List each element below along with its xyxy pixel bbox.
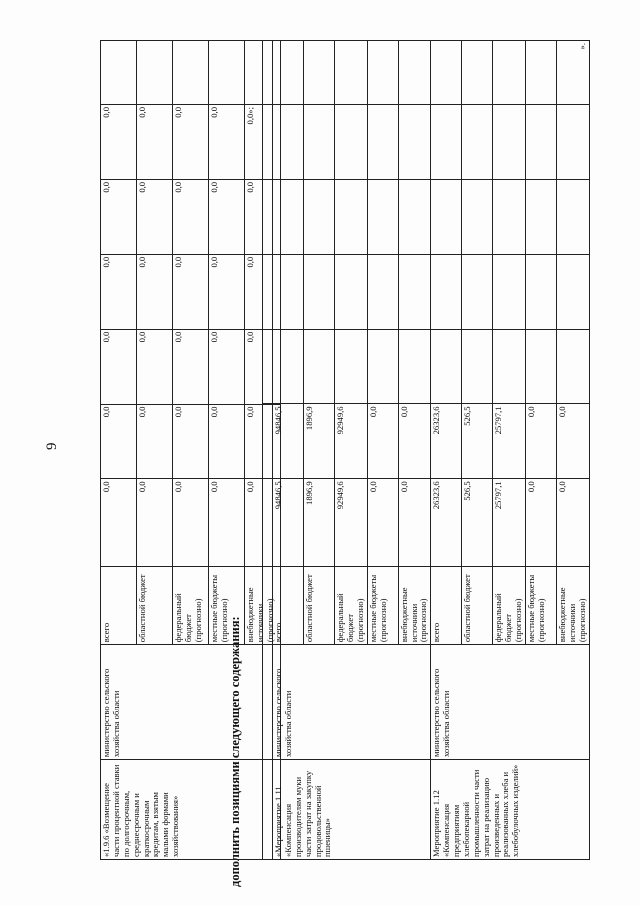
value-cell: 0,0	[173, 105, 209, 180]
funding-source-cell: федеральный бюджет (прогнозно)	[335, 567, 368, 645]
empty-cell	[367, 179, 398, 254]
value-cell: 26323,6	[431, 404, 462, 479]
empty-cell	[462, 254, 493, 329]
empty-cell	[431, 104, 462, 179]
measure-cell: «Мероприятие 1.11 «Компенсация производителям муки части затрат на закупку продовольственной пшеницы»	[273, 760, 431, 860]
empty-cell	[493, 104, 526, 179]
empty-cell	[263, 645, 273, 760]
value-cell: 0,0	[101, 254, 137, 329]
empty-cell	[273, 104, 304, 179]
value-cell: 526,5	[462, 479, 493, 567]
table-row	[101, 41, 137, 860]
value-cell: 0,0	[245, 329, 281, 404]
empty-cell	[367, 254, 398, 329]
empty-cell	[304, 254, 335, 329]
value-cell: 0,0	[209, 179, 245, 254]
empty-cell	[263, 567, 273, 645]
value-cell: 0,0	[209, 105, 245, 180]
empty-cell	[335, 104, 368, 179]
value-cell: 0,0	[137, 254, 173, 329]
value-cell: 526,5	[462, 404, 493, 479]
empty-cell	[493, 329, 526, 404]
empty-cell	[398, 104, 431, 179]
funding-source-cell: местные бюджеты (прогнозно)	[367, 567, 398, 645]
value-cell: 25797,1	[493, 404, 526, 479]
funding-source-cell: всего	[101, 567, 137, 645]
closing-quote-mark: ».	[556, 41, 589, 105]
empty-cell	[263, 41, 273, 105]
value-cell: 0,0	[137, 105, 173, 180]
value-cell: 0,0	[398, 404, 431, 479]
empty-cell	[335, 179, 368, 254]
value-cell: 1896,9	[304, 404, 335, 479]
value-cell: 0,0	[209, 329, 245, 404]
empty-cell	[273, 254, 304, 329]
empty-cell	[431, 179, 462, 254]
intro-text: дополнить позициями следующего содержания:	[228, 616, 242, 887]
empty-cell	[263, 179, 273, 254]
empty-cell	[462, 179, 493, 254]
value-cell: 0,0	[101, 479, 137, 567]
empty-cell	[367, 104, 398, 179]
value-cell: 0,0	[556, 479, 589, 567]
value-cell: 0,0	[209, 479, 245, 567]
value-cell: 0,0	[101, 329, 137, 404]
empty-cell	[525, 179, 556, 254]
empty-cell	[493, 254, 526, 329]
measure-cell: «1.9.6 «Возмещение части процентной ставки по долгосрочным, среднесрочным и краткосрочным кредитам, взятым малыми формами хозяйствования»	[101, 760, 281, 860]
empty-cell	[137, 41, 173, 105]
empty-cell	[263, 404, 273, 479]
value-cell: 0,0	[173, 179, 209, 254]
empty-cell	[556, 104, 589, 179]
funding-source-cell: областной бюджет	[137, 567, 173, 645]
value-cell: 0,0	[173, 329, 209, 404]
page-number: 9	[44, 442, 60, 450]
value-cell: 0,0	[209, 404, 245, 479]
empty-cell	[173, 41, 209, 105]
empty-cell	[304, 179, 335, 254]
empty-cell	[263, 760, 273, 860]
empty-cell	[525, 329, 556, 404]
empty-cell	[263, 479, 273, 567]
empty-cell	[304, 41, 335, 105]
empty-cell	[525, 104, 556, 179]
table-header-row	[263, 41, 273, 860]
agency-cell: министерство сельского хозяйства области	[431, 645, 589, 760]
empty-cell	[335, 329, 368, 404]
value-cell: 26323,6	[431, 479, 462, 567]
empty-cell	[263, 329, 273, 404]
empty-cell	[556, 329, 589, 404]
empty-cell	[431, 254, 462, 329]
empty-cell	[431, 41, 462, 105]
funding-source-cell: местные бюджеты (прогнозно)	[525, 567, 556, 645]
value-cell: 25797,1	[493, 479, 526, 567]
empty-cell	[273, 329, 304, 404]
value-cell: 0,0	[245, 179, 281, 254]
value-cell: 1896,9	[304, 479, 335, 567]
empty-cell	[367, 329, 398, 404]
funding-source-cell: областной бюджет	[462, 567, 493, 645]
value-cell: 0,0	[101, 105, 137, 180]
value-cell: 0,0	[173, 254, 209, 329]
empty-cell	[398, 41, 431, 105]
value-cell: 0,0	[245, 479, 281, 567]
empty-cell	[101, 41, 137, 105]
value-cell: 94846,5	[273, 404, 304, 479]
funding-source-cell: всего	[273, 567, 304, 645]
value-cell: 92949,6	[335, 404, 368, 479]
funding-source-cell: внебюджетные источники (прогнозно)	[398, 567, 431, 645]
agency-cell: министерство сельского хозяйства области	[273, 645, 431, 760]
funding-source-cell: внебюджетные источники (прогнозно)	[245, 567, 281, 645]
value-cell: 0,0	[173, 404, 209, 479]
value-cell: 0,0»;	[245, 105, 281, 180]
empty-cell	[398, 254, 431, 329]
value-cell: 94846,5	[273, 479, 304, 567]
value-cell: 0,0	[137, 479, 173, 567]
empty-cell	[263, 104, 273, 179]
empty-cell	[273, 41, 304, 105]
funding-source-cell: всего	[431, 567, 462, 645]
value-cell: 0,0	[525, 404, 556, 479]
empty-cell	[335, 41, 368, 105]
value-cell: 0,0	[556, 404, 589, 479]
empty-cell	[367, 41, 398, 105]
funding-source-cell: местные бюджеты (прогнозно)	[209, 567, 245, 645]
value-cell: 0,0	[137, 179, 173, 254]
value-cell: 0,0	[101, 404, 137, 479]
top-funding-table	[100, 40, 281, 860]
value-cell: 0,0	[367, 404, 398, 479]
value-cell: 0,0	[101, 179, 137, 254]
empty-cell	[556, 254, 589, 329]
bottom-funding-table	[262, 40, 590, 860]
empty-cell	[525, 254, 556, 329]
empty-cell	[493, 41, 526, 105]
empty-cell	[398, 179, 431, 254]
value-cell: 0,0	[398, 479, 431, 567]
empty-cell	[462, 329, 493, 404]
funding-source-cell: внебюджетные источники (прогнозно)	[556, 567, 589, 645]
value-cell: 0,0	[525, 479, 556, 567]
value-cell: 0,0	[137, 404, 173, 479]
table-row	[431, 41, 462, 860]
empty-cell	[431, 329, 462, 404]
funding-source-cell: федеральный бюджет (прогнозно)	[493, 567, 526, 645]
empty-cell	[556, 179, 589, 254]
measure-cell: Мероприятие 1.12 «Компенсация предприятиям хлебопекарной промышленности части затрат на реализацию произведенных и реализованных хлеба и хлебобулочных изделий»	[431, 760, 589, 860]
empty-cell	[462, 104, 493, 179]
value-cell: 0,0	[137, 329, 173, 404]
empty-cell	[273, 179, 304, 254]
funding-source-cell: федеральный бюджет (прогнозно)	[173, 567, 209, 645]
empty-cell	[493, 179, 526, 254]
value-cell: 0,0	[245, 404, 281, 479]
empty-cell	[263, 254, 273, 329]
empty-cell	[335, 254, 368, 329]
funding-source-cell: областной бюджет	[304, 567, 335, 645]
agency-cell: министерство сельского хозяйства области	[101, 645, 281, 760]
empty-cell	[525, 41, 556, 105]
value-cell: 0,0	[173, 479, 209, 567]
value-cell: 0,0	[209, 254, 245, 329]
empty-cell	[304, 104, 335, 179]
table-row	[273, 41, 304, 860]
empty-cell	[398, 329, 431, 404]
value-cell: 0,0	[367, 479, 398, 567]
empty-cell	[462, 41, 493, 105]
value-cell: 0,0	[245, 254, 281, 329]
empty-cell	[304, 329, 335, 404]
value-cell: 92949,6	[335, 479, 368, 567]
empty-cell	[209, 41, 245, 105]
